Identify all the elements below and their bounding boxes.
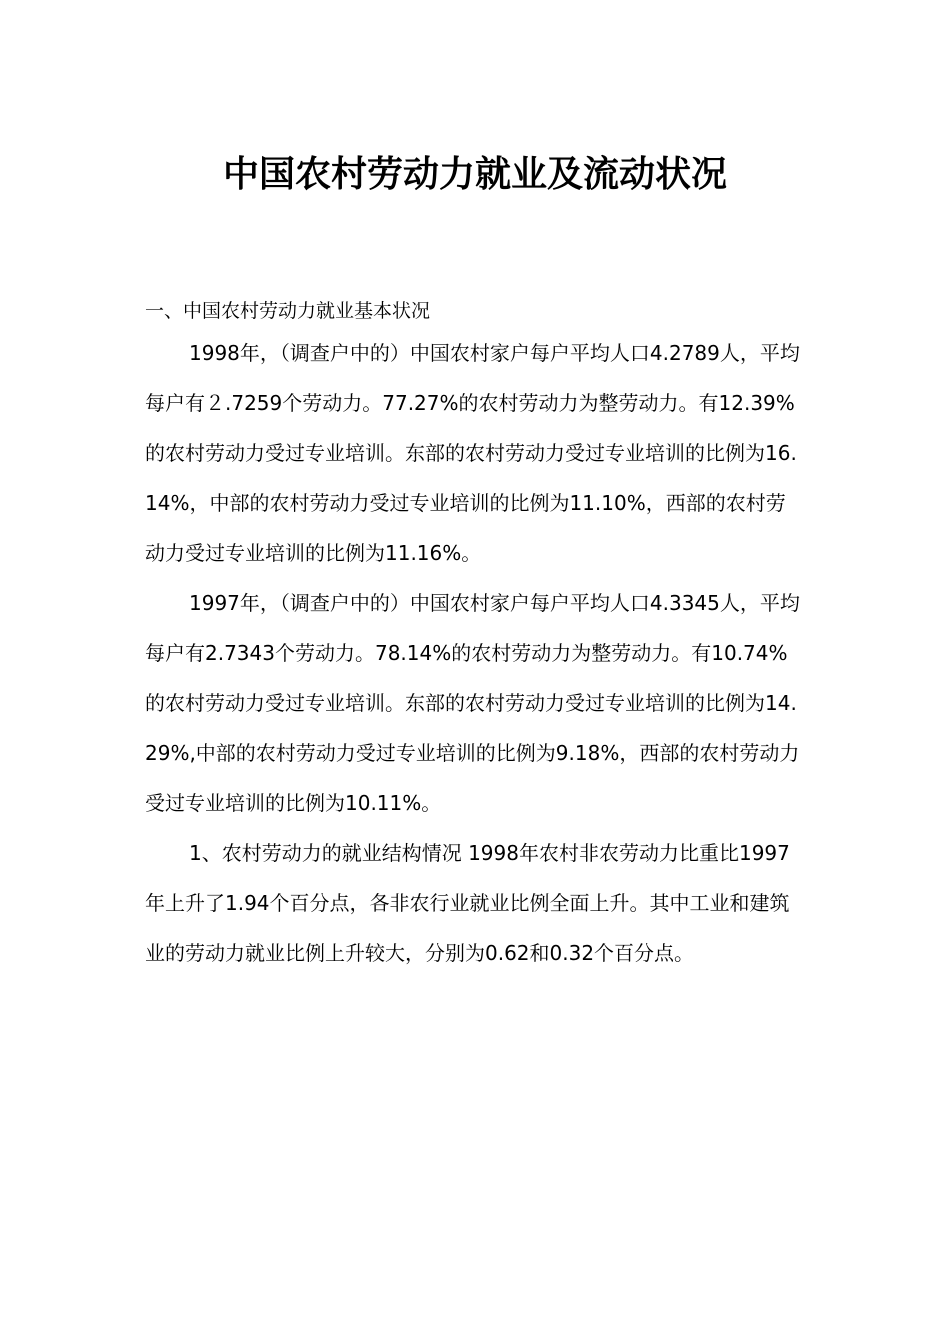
document-body — [145, 294, 805, 978]
paragraph-1997: 1997年，（调查户中的）中国农村家户每户平均人口4.3345人，平均每户有2.7343个劳动力。78.14%的农村劳动力为整劳动力。有10.74%的农村劳动力受过专业培训。东部的农村劳动力受过专业培训的比例为14.29%,中部的农村劳动力受过专业培训的比例为9.18%，西部的农村劳动力受过专业培训的比例为10.11%。 — [145, 591, 800, 815]
section-heading: 一、中国农村劳动力就业基本状况 — [145, 300, 431, 322]
paragraph-1998: 1998年，（调查户中的）中国农村家户每户平均人口4.2789人，平均每户有２.7259个劳动力。77.27%的农村劳动力为整劳动力。有12.39%的农村劳动力受过专业培训。东部的农村劳动力受过专业培训的比例为16.14%，中部的农村劳动力受过专业培训的比例为11.10%，西部的农村劳动力受过专业培训的比例为11.16%。 — [145, 341, 800, 565]
document-title: 中国农村劳动力就业及流动状况 — [222, 153, 727, 195]
paragraph-employment-structure: 1、农村劳动力的就业结构情况 1998年农村非农劳动力比重比1997年上升了1.94个百分点，各非农行业就业比例全面上升。其中工业和建筑业的劳动力就业比例上升较大，分别为0.62和0.32个百分点。 — [145, 841, 790, 965]
